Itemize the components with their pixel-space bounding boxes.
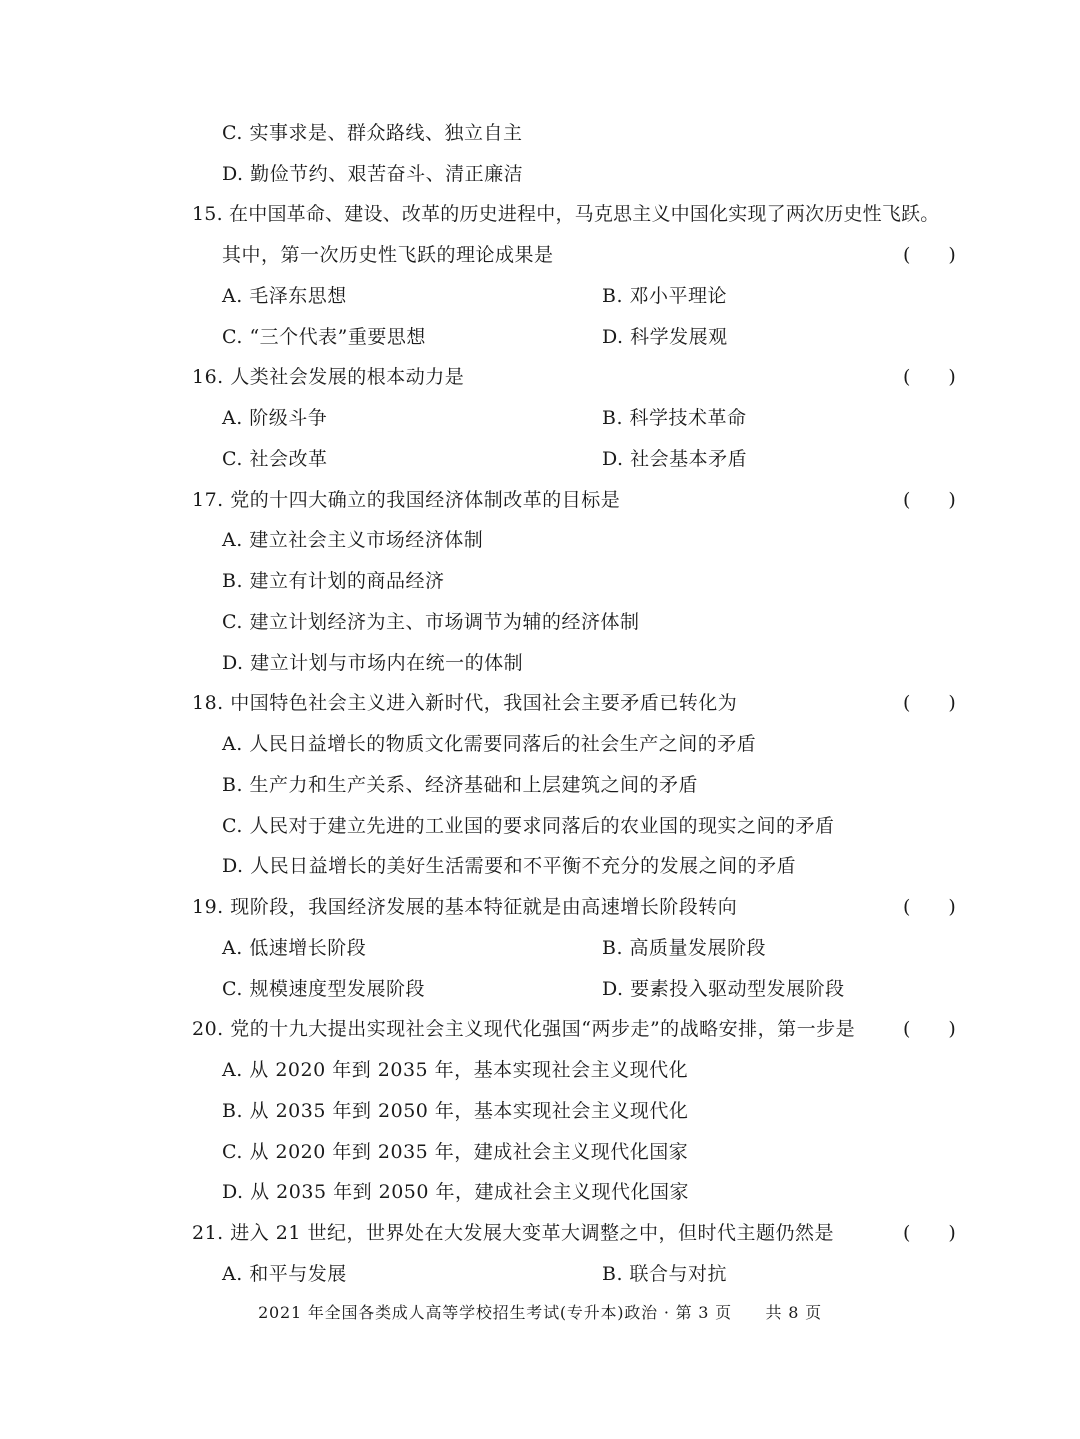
q17-stem: 17. 党的十四大确立的我国经济体制改革的目标是 <box>192 489 621 511</box>
q18-stem: 18. 中国特色社会主义进入新时代，我国社会主要矛盾已转化为 <box>192 692 738 714</box>
q16-option-a: A. 阶级斗争 <box>222 407 328 429</box>
q18-option-d: D. 人民日益增长的美好生活需要和不平衡不充分的发展之间的矛盾 <box>222 855 797 877</box>
q20-answer-blank: ( ) <box>903 1018 956 1040</box>
q16-option-c: C. 社会改革 <box>222 448 328 470</box>
q15-option-a: A. 毛泽东思想 <box>222 285 347 307</box>
q18-answer-blank: ( ) <box>903 692 956 714</box>
q19-option-d: D. 要素投入驱动型发展阶段 <box>602 978 845 1000</box>
q18-option-b: B. 生产力和生产关系、经济基础和上层建筑之间的矛盾 <box>222 774 699 796</box>
q18-option-a: A. 人民日益增长的物质文化需要同落后的社会生产之间的矛盾 <box>222 733 757 755</box>
q17-option-d: D. 建立计划与市场内在统一的体制 <box>222 652 524 674</box>
q16-stem: 16. 人类社会发展的根本动力是 <box>192 366 465 388</box>
q18-option-c: C. 人民对于建立先进的工业国的要求同落后的农业国的现实之间的矛盾 <box>222 815 835 837</box>
q19-stem: 19. 现阶段，我国经济发展的基本特征就是由高速增长阶段转向 <box>192 896 738 918</box>
q20-option-d: D. 从 2035 年到 2050 年，建成社会主义现代化国家 <box>222 1181 690 1203</box>
q14-option-d: D. 勤俭节约、艰苦奋斗、清正廉洁 <box>222 163 524 185</box>
q15-option-b: B. 邓小平理论 <box>602 285 728 307</box>
q21-option-a: A. 和平与发展 <box>222 1263 347 1285</box>
q16-option-d: D. 社会基本矛盾 <box>602 448 748 470</box>
q14-option-c: C. 实事求是、群众路线、独立自主 <box>222 122 523 144</box>
q15-option-d: D. 科学发展观 <box>602 326 728 348</box>
q19-option-c: C. 规模速度型发展阶段 <box>222 978 425 1000</box>
q20-stem: 20. 党的十九大提出实现社会主义现代化强国“两步走”的战略安排，第一步是 <box>192 1018 856 1040</box>
q17-option-a: A. 建立社会主义市场经济体制 <box>222 529 484 551</box>
q15-stem-line1: 15. 在中国革命、建设、改革的历史进程中，马克思主义中国化实现了两次历史性飞跃。 <box>192 203 940 225</box>
q15-answer-blank: ( ) <box>903 244 956 266</box>
q19-answer-blank: ( ) <box>903 896 956 918</box>
q21-stem: 21. 进入 21 世纪，世界处在大发展大变革大调整之中，但时代主题仍然是 <box>192 1222 835 1244</box>
q21-answer-blank: ( ) <box>903 1222 956 1244</box>
q17-answer-blank: ( ) <box>903 489 956 511</box>
q21-option-b: B. 联合与对抗 <box>602 1263 728 1285</box>
q20-option-a: A. 从 2020 年到 2035 年，基本实现社会主义现代化 <box>222 1059 689 1081</box>
page-footer: 2021 年全国各类成人高等学校招生考试(专升本)政治 · 第 3 页 共 8 页 <box>258 1303 822 1322</box>
q16-option-b: B. 科学技术革命 <box>602 407 747 429</box>
q15-option-c: C. “三个代表”重要思想 <box>222 326 426 348</box>
q15-stem-line2: 其中，第一次历史性飞跃的理论成果是 <box>222 244 554 266</box>
q19-option-a: A. 低速增长阶段 <box>222 937 367 959</box>
q19-option-b: B. 高质量发展阶段 <box>602 937 767 959</box>
q17-option-b: B. 建立有计划的商品经济 <box>222 570 445 592</box>
q20-option-b: B. 从 2035 年到 2050 年，基本实现社会主义现代化 <box>222 1100 689 1122</box>
q20-option-c: C. 从 2020 年到 2035 年，建成社会主义现代化国家 <box>222 1141 689 1163</box>
q17-option-c: C. 建立计划经济为主、市场调节为辅的经济体制 <box>222 611 640 633</box>
q16-answer-blank: ( ) <box>903 366 956 388</box>
